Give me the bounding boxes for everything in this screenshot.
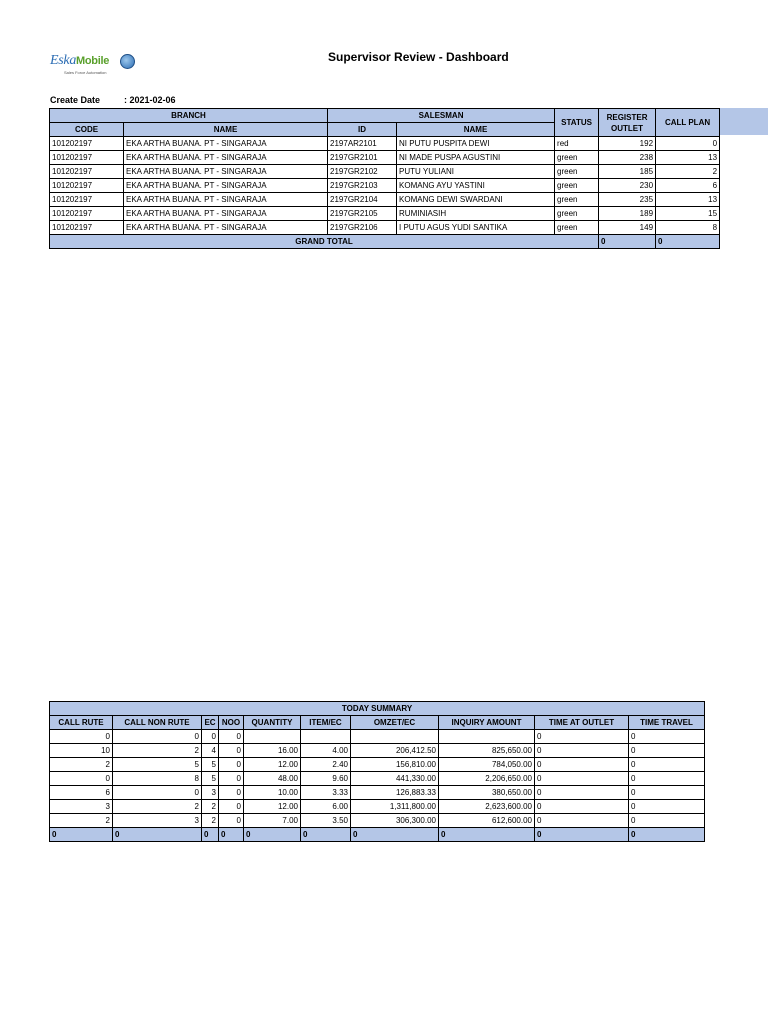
register-outlet-cell: 235 — [599, 193, 656, 207]
logo-tagline: Sales Force Automation — [64, 70, 107, 75]
branch-name-cell: EKA ARTHA BUANA. PT - SINGARAJA — [124, 165, 328, 179]
call-plan-cell: 6 — [656, 179, 720, 193]
summary-cell: 0 — [219, 772, 244, 786]
summary-cell: 441,330.00 — [351, 772, 439, 786]
summary-cell: 0 — [219, 814, 244, 828]
register-outlet-header: REGISTER OUTLET — [599, 109, 656, 137]
summary-total-cell: 0 — [219, 828, 244, 842]
page-title: Supervisor Review - Dashboard — [328, 50, 509, 64]
summary-cell: 10 — [50, 744, 113, 758]
table-row — [50, 744, 705, 758]
summary-cell: 0 — [219, 786, 244, 800]
table-row — [50, 758, 705, 772]
summary-total-cell: 0 — [301, 828, 351, 842]
summary-total-row — [50, 828, 705, 842]
table-row — [50, 151, 720, 165]
summary-cell: 7.00 — [244, 814, 301, 828]
branch-name-cell: EKA ARTHA BUANA. PT - SINGARAJA — [124, 193, 328, 207]
summary-cell: 126,883.33 — [351, 786, 439, 800]
salesman-id-cell: 2197GR2104 — [328, 193, 397, 207]
summary-column-header: CALL RUTE — [50, 716, 113, 730]
table-row — [50, 221, 720, 235]
status-cell: green — [555, 221, 599, 235]
summary-cell: 8 — [113, 772, 202, 786]
status-cell: green — [555, 151, 599, 165]
summary-cell: 0 — [629, 814, 705, 828]
grand-total-call-plan: 0 — [656, 235, 720, 249]
salesman-name-cell: KOMANG DEWI SWARDANI — [397, 193, 555, 207]
salesman-name-cell: KOMANG AYU YASTINI — [397, 179, 555, 193]
code-cell: 101202197 — [50, 193, 124, 207]
summary-cell: 0 — [219, 758, 244, 772]
summary-cell: 612,600.00 — [439, 814, 535, 828]
table-row — [50, 772, 705, 786]
summary-cell: 0 — [113, 730, 202, 744]
summary-cell: 784,050.00 — [439, 758, 535, 772]
summary-cell — [351, 730, 439, 744]
summary-cell: 2 — [113, 744, 202, 758]
summary-cell: 306,300.00 — [351, 814, 439, 828]
status-cell: red — [555, 137, 599, 151]
summary-column-header: CALL NON RUTE — [113, 716, 202, 730]
summary-column-header: ITEM/EC — [301, 716, 351, 730]
summary-cell: 2 — [202, 800, 219, 814]
code-cell: 101202197 — [50, 165, 124, 179]
table-row — [50, 814, 705, 828]
summary-cell: 0 — [219, 730, 244, 744]
call-plan-cell: 15 — [656, 207, 720, 221]
status-cell: green — [555, 207, 599, 221]
summary-cell: 0 — [535, 786, 629, 800]
summary-cell: 1,311,800.00 — [351, 800, 439, 814]
branch-name-cell: EKA ARTHA BUANA. PT - SINGARAJA — [124, 221, 328, 235]
grand-total-label: GRAND TOTAL — [50, 235, 599, 249]
logo-wordmark: EskaMobile — [50, 53, 110, 68]
branch-name-cell: EKA ARTHA BUANA. PT - SINGARAJA — [124, 151, 328, 165]
summary-cell: 3.50 — [301, 814, 351, 828]
register-outlet-cell: 189 — [599, 207, 656, 221]
branch-name-header: NAME — [124, 123, 328, 137]
salesman-id-cell: 2197GR2103 — [328, 179, 397, 193]
table-row — [50, 137, 720, 151]
summary-cell: 5 — [113, 758, 202, 772]
salesman-id-cell: 2197GR2102 — [328, 165, 397, 179]
summary-cell: 0 — [535, 744, 629, 758]
salesman-table — [49, 108, 720, 249]
summary-column-header: TIME AT OUTLET — [535, 716, 629, 730]
summary-column-header: TIME TRAVEL — [629, 716, 705, 730]
salesman-id-cell: 2197GR2106 — [328, 221, 397, 235]
summary-cell: 206,412.50 — [351, 744, 439, 758]
code-cell: 101202197 — [50, 137, 124, 151]
summary-total-cell: 0 — [535, 828, 629, 842]
summary-cell: 0 — [535, 772, 629, 786]
summary-total-cell: 0 — [351, 828, 439, 842]
salesman-name-cell: PUTU YULIANI — [397, 165, 555, 179]
today-summary-table — [49, 701, 705, 842]
branch-group-header: BRANCH — [50, 109, 328, 123]
summary-cell: 10.00 — [244, 786, 301, 800]
status-header: STATUS — [555, 109, 599, 137]
create-date-label: Create Date — [50, 95, 101, 105]
eska-mobile-logo — [50, 50, 136, 80]
sheet-side-tab — [719, 108, 768, 135]
summary-cell: 4.00 — [301, 744, 351, 758]
summary-cell: 0 — [113, 786, 202, 800]
create-date-value: : 2021-02-06 — [124, 95, 176, 105]
summary-cell: 0 — [535, 758, 629, 772]
salesman-name-header: NAME — [397, 123, 555, 137]
summary-cell: 0 — [629, 744, 705, 758]
globe-icon — [120, 54, 135, 69]
summary-cell: 2 — [50, 814, 113, 828]
salesman-group-header: SALESMAN — [328, 109, 555, 123]
summary-cell: 2 — [50, 758, 113, 772]
summary-cell — [301, 730, 351, 744]
register-outlet-cell: 230 — [599, 179, 656, 193]
summary-total-cell: 0 — [439, 828, 535, 842]
table-row — [50, 786, 705, 800]
summary-cell: 0 — [535, 730, 629, 744]
salesman-id-cell: 2197GR2101 — [328, 151, 397, 165]
summary-column-header: INQUIRY AMOUNT — [439, 716, 535, 730]
summary-total-cell: 0 — [113, 828, 202, 842]
summary-cell: 48.00 — [244, 772, 301, 786]
call-plan-header: CALL PLAN — [656, 109, 720, 137]
summary-cell: 2 — [113, 800, 202, 814]
summary-cell: 0 — [629, 800, 705, 814]
table-row — [50, 800, 705, 814]
code-cell: 101202197 — [50, 151, 124, 165]
summary-cell: 0 — [629, 758, 705, 772]
table-row — [50, 165, 720, 179]
summary-column-header: OMZET/EC — [351, 716, 439, 730]
summary-cell: 0 — [219, 800, 244, 814]
code-cell: 101202197 — [50, 221, 124, 235]
summary-cell: 9.60 — [301, 772, 351, 786]
summary-cell: 0 — [629, 786, 705, 800]
summary-column-header: EC — [202, 716, 219, 730]
summary-cell: 0 — [219, 744, 244, 758]
register-outlet-cell: 149 — [599, 221, 656, 235]
summary-column-header: QUANTITY — [244, 716, 301, 730]
table-row — [50, 193, 720, 207]
call-plan-cell: 8 — [656, 221, 720, 235]
call-plan-cell: 2 — [656, 165, 720, 179]
summary-cell: 0 — [535, 800, 629, 814]
salesman-id-cell: 2197GR2105 — [328, 207, 397, 221]
summary-cell — [439, 730, 535, 744]
code-header: CODE — [50, 123, 124, 137]
call-plan-cell: 13 — [656, 151, 720, 165]
register-outlet-cell: 238 — [599, 151, 656, 165]
summary-total-cell: 0 — [244, 828, 301, 842]
table-row — [50, 730, 705, 744]
salesman-name-cell: NI MADE PUSPA AGUSTINI — [397, 151, 555, 165]
grand-total-register-outlet: 0 — [599, 235, 656, 249]
summary-cell: 825,650.00 — [439, 744, 535, 758]
grand-total-row — [50, 235, 720, 249]
branch-name-cell: EKA ARTHA BUANA. PT - SINGARAJA — [124, 137, 328, 151]
branch-name-cell: EKA ARTHA BUANA. PT - SINGARAJA — [124, 179, 328, 193]
summary-cell: 5 — [202, 772, 219, 786]
summary-cell: 2,623,600.00 — [439, 800, 535, 814]
summary-cell: 12.00 — [244, 758, 301, 772]
summary-cell: 0 — [629, 730, 705, 744]
summary-cell: 0 — [202, 730, 219, 744]
register-outlet-cell: 192 — [599, 137, 656, 151]
summary-cell: 2,206,650.00 — [439, 772, 535, 786]
salesman-name-cell: I PUTU AGUS YUDI SANTIKA — [397, 221, 555, 235]
id-header: ID — [328, 123, 397, 137]
summary-cell: 5 — [202, 758, 219, 772]
summary-cell: 2.40 — [301, 758, 351, 772]
status-cell: green — [555, 165, 599, 179]
summary-cell: 2 — [202, 814, 219, 828]
summary-cell: 0 — [50, 772, 113, 786]
branch-name-cell: EKA ARTHA BUANA. PT - SINGARAJA — [124, 207, 328, 221]
summary-cell: 3 — [113, 814, 202, 828]
call-plan-cell: 0 — [656, 137, 720, 151]
salesman-id-cell: 2197AR2101 — [328, 137, 397, 151]
summary-total-cell: 0 — [50, 828, 113, 842]
summary-cell: 3 — [202, 786, 219, 800]
summary-cell: 380,650.00 — [439, 786, 535, 800]
table-row — [50, 179, 720, 193]
status-cell: green — [555, 193, 599, 207]
summary-cell: 16.00 — [244, 744, 301, 758]
salesman-name-cell: NI PUTU PUSPITA DEWI — [397, 137, 555, 151]
summary-cell: 3.33 — [301, 786, 351, 800]
summary-cell: 0 — [535, 814, 629, 828]
summary-cell: 0 — [629, 772, 705, 786]
summary-cell: 6 — [50, 786, 113, 800]
code-cell: 101202197 — [50, 207, 124, 221]
summary-total-cell: 0 — [629, 828, 705, 842]
today-summary-title: TODAY SUMMARY — [50, 702, 705, 716]
salesman-name-cell: RUMINIASIH — [397, 207, 555, 221]
summary-cell: 12.00 — [244, 800, 301, 814]
register-outlet-cell: 185 — [599, 165, 656, 179]
summary-total-cell: 0 — [202, 828, 219, 842]
summary-cell — [244, 730, 301, 744]
summary-cell: 0 — [50, 730, 113, 744]
summary-cell: 4 — [202, 744, 219, 758]
call-plan-cell: 13 — [656, 193, 720, 207]
summary-cell: 3 — [50, 800, 113, 814]
summary-column-header: NOO — [219, 716, 244, 730]
code-cell: 101202197 — [50, 179, 124, 193]
summary-cell: 6.00 — [301, 800, 351, 814]
status-cell: green — [555, 179, 599, 193]
summary-cell: 156,810.00 — [351, 758, 439, 772]
table-row — [50, 207, 720, 221]
